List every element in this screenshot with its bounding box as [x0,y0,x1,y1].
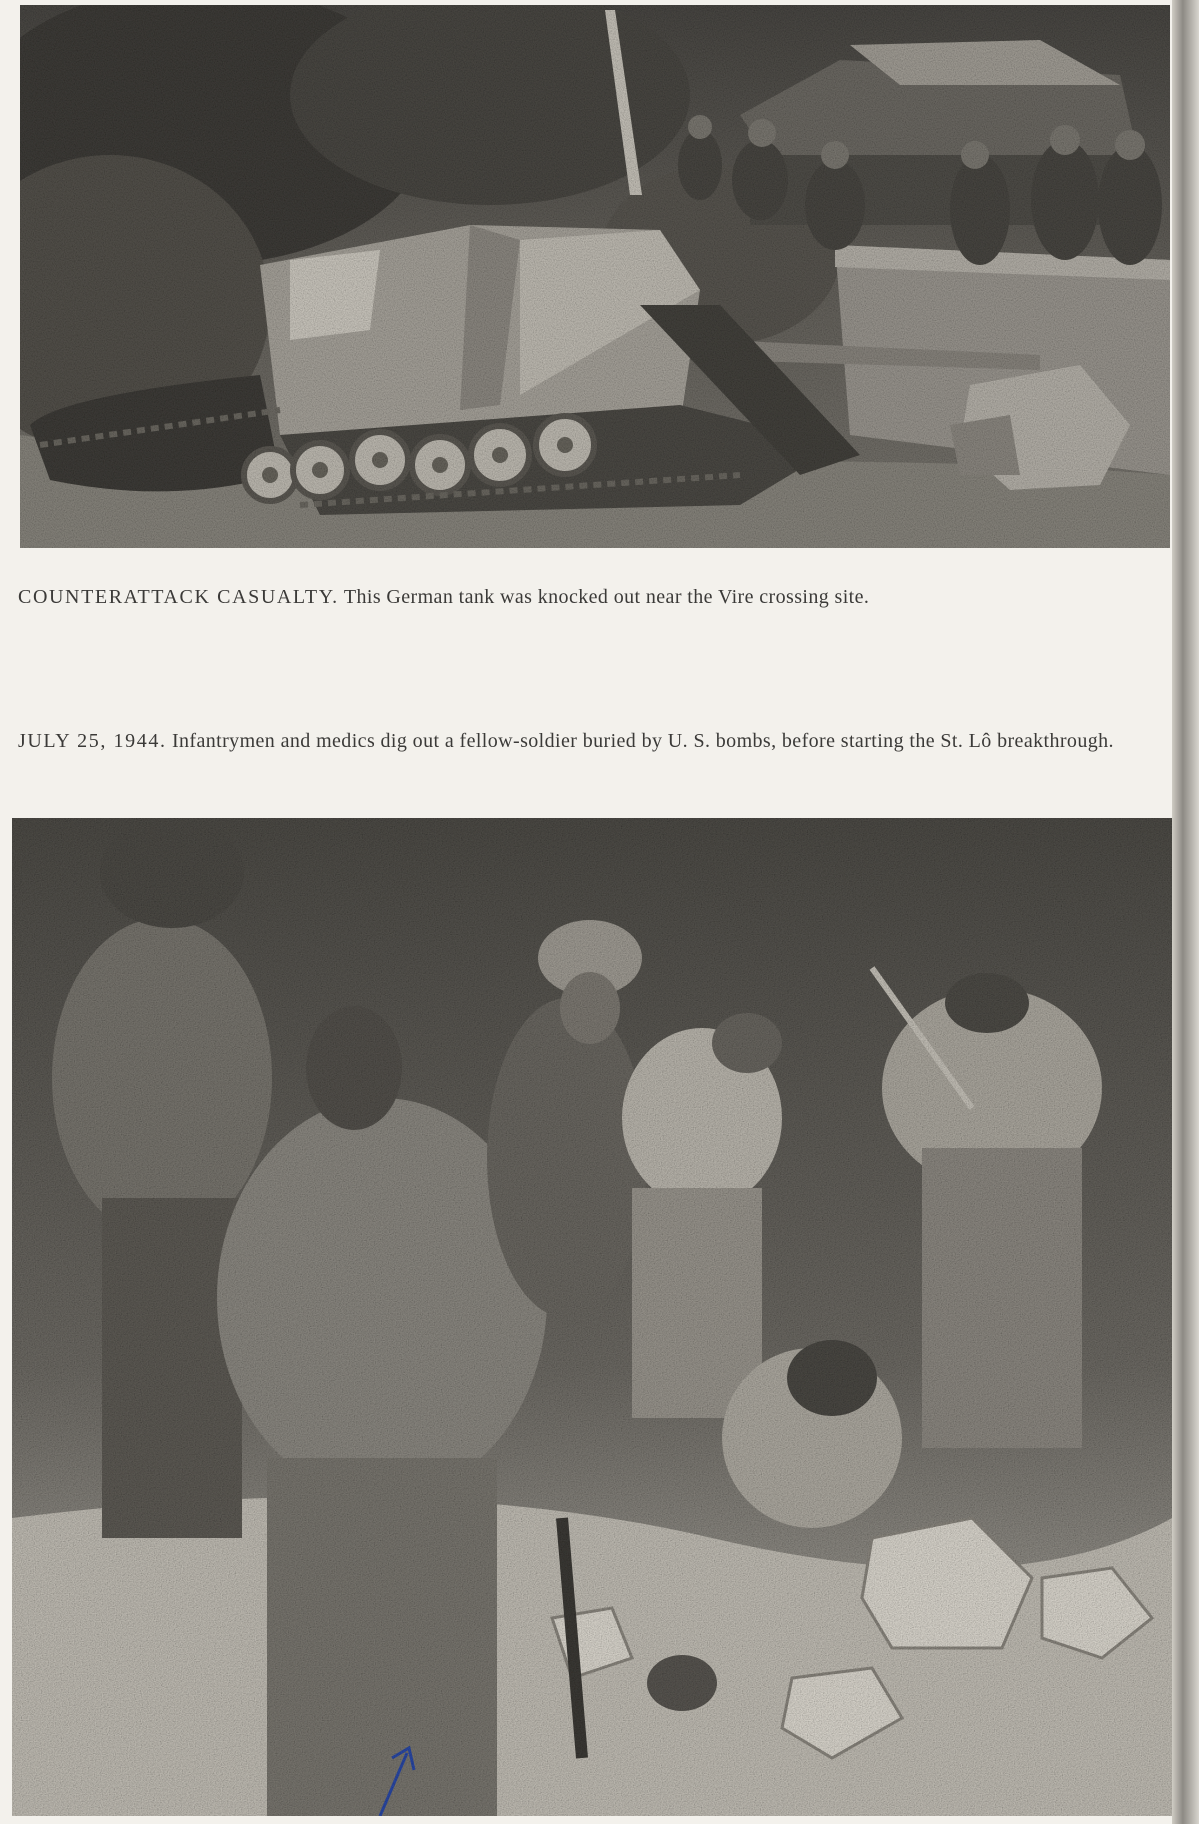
rescue-photo-image [12,818,1172,1816]
rescue-photo [12,818,1172,1816]
tank-photo-caption [18,583,1158,612]
rescue-photo-caption [18,727,1118,756]
tank-photo [20,5,1170,548]
tank-caption-lead: COUNTERATTACK CASUALTY. [18,586,339,608]
tank-caption-text: This German tank was knocked out near the Vire crossing site. [343,586,870,608]
page-edge-strip [1172,0,1199,1824]
tank-photo-image [20,5,1170,548]
rescue-caption-lead: JULY 25, 1944. [18,730,167,752]
rescue-caption-text: Infantrymen and medics dig out a fellow-soldier buried by U. S. bombs, before starting the St. Lô breakthrough. [171,730,1114,752]
